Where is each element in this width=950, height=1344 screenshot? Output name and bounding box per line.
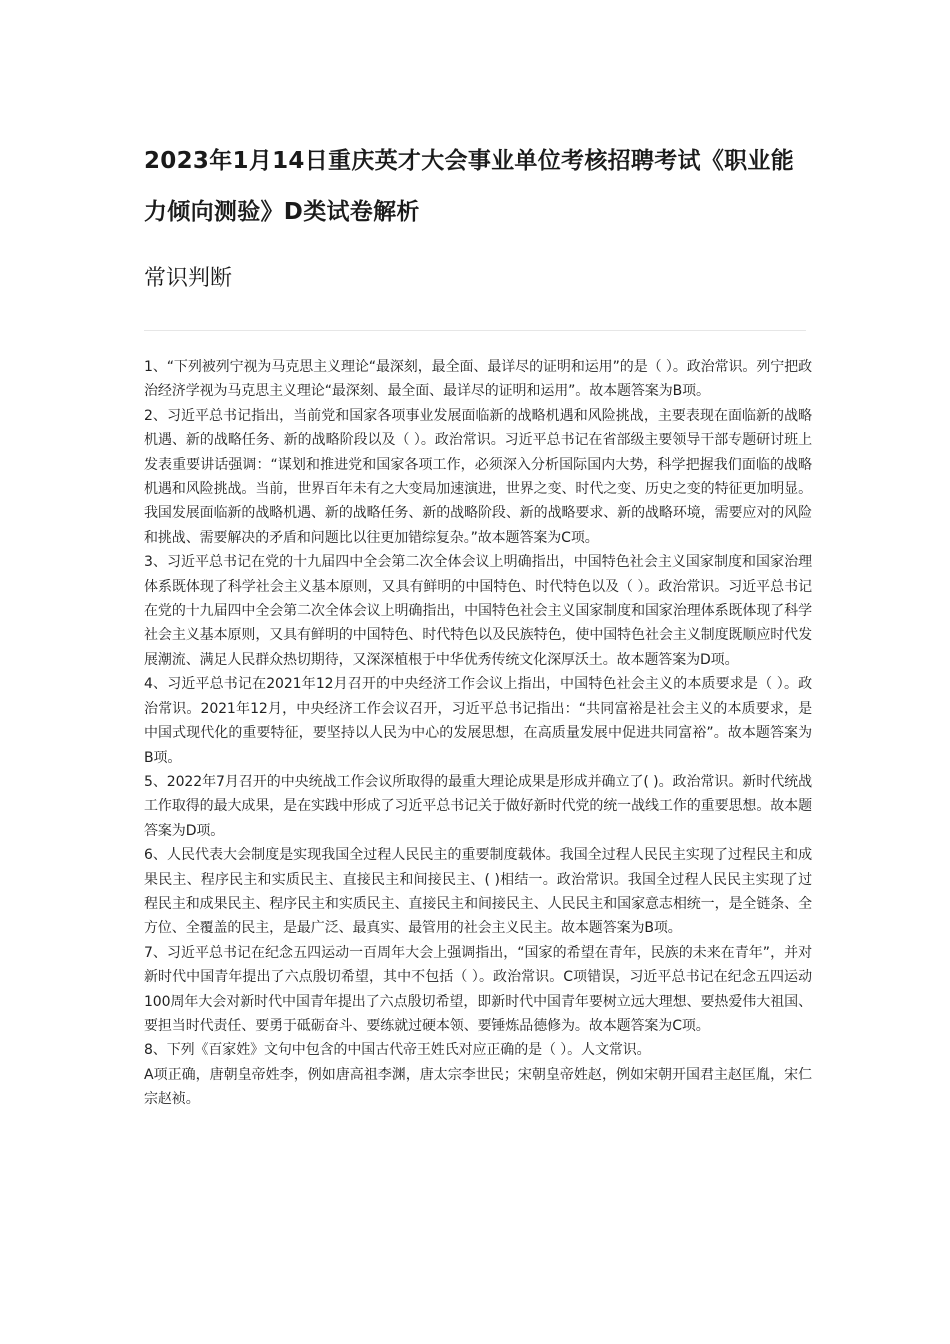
question-paragraph-6: 6、人民代表大会制度是实现我国全过程人民民主的重要制度载体。我国全过程人民民主实现了过程民主和成果民主、程序民主和实质民主、直接民主和间接民主、( )相结一。政治常识。我国全过程人民民主实现了过程民主和成果民主、程序民主和实质民主、直接民主和间接民主、人民民主和国家意志相统一，是全链条、全方位、全覆盖的民主，是最广泛、最真实、最管用的社会主义民主。故本题答案为B项。 [144, 847, 812, 937]
document-title: 2023年1月14日重庆英才大会事业单位考核招聘考试《职业能力倾向测验》D类试卷解析 [144, 148, 795, 225]
document-body [144, 355, 812, 1112]
question-paragraph-4: 4、习近平总书记在2021年12月召开的中央经济工作会议上指出，中国特色社会主义的本质要求是（ ）。政治常识。2021年12月，中央经济工作会议召开，习近平总书记指出：“共同富裕是社会主义的本质要求，是中国式现代化的重要特征，要坚持以人民为中心的发展思想，在高质量发展中促进共同富裕”。故本题答案为B项。 [144, 676, 812, 766]
question-paragraph-1: 1、“下列被列宁视为马克思主义理论“最深刻，最全面、最详尽的证明和运用”的是（ ）。政治常识。列宁把政治经济学视为马克思主义理论“最深刻、最全面、最详尽的证明和运用”。故本题答案为B项。 [144, 359, 812, 400]
section-title: 常识判断 [144, 266, 233, 291]
question-paragraph-2: 2、习近平总书记指出，当前党和国家各项事业发展面临新的战略机遇和风险挑战，主要表现在面临新的战略机遇、新的战略任务、新的战略阶段以及（ ）。政治常识。习近平总书记在省部级主要领导干部专题研讨班上发表重要讲话强调：“谋划和推进党和国家各项工作，必须深入分析国际国内大势，科学把握我们面临的战略机遇和风险挑战。当前，世界百年未有之大变局加速演进，世界之变、时代之变、历史之变的特征更加明显。我国发展面临新的战略机遇、新的战略任务、新的战略阶段、新的战略要求、新的战略环境，需要应对的风险和挑战、需要解决的矛盾和问题比以往更加错综复杂。”故本题答案为C项。 [144, 407, 812, 546]
question-paragraph-7: 7、习近平总书记在纪念五四运动一百周年大会上强调指出，“国家的希望在青年，民族的未来在青年”，并对新时代中国青年提出了六点殷切希望，其中不包括（ ）。政治常识。C项错误，习近平总书记在纪念五四运动100周年大会对新时代中国青年提出了六点殷切希望，即新时代中国青年要树立远大理想、要热爱伟大祖国、要担当时代责任、要勇于砥砺奋斗、要练就过硬本领、要锤炼品德修为。故本题答案为C项。 [144, 944, 812, 1034]
question-paragraph-5: 5、2022年7月召开的中央统战工作会议所取得的最重大理论成果是形成并确立了( )。政治常识。新时代统战工作取得的最大成果，是在实践中形成了习近平总书记关于做好新时代党的统一战线工作的重要思想。故本题答案为D项。 [144, 773, 812, 839]
answer-paragraph-8a: A项正确，唐朝皇帝姓李，例如唐高祖李渊，唐太宗李世民；宋朝皇帝姓赵，例如宋朝开国君主赵匡胤，宋仁宗赵祯。 [144, 1066, 812, 1108]
question-paragraph-8: 8、下列《百家姓》文句中包含的中国古代帝王姓氏对应正确的是（ ）。人文常识。 [144, 1042, 651, 1059]
question-paragraph-3: 3、习近平总书记在党的十九届四中全会第二次全体会议上明确指出，中国特色社会主义国家制度和国家治理体系既体现了科学社会主义基本原则，又具有鲜明的中国特色、时代特色以及（ ）。政治常识。习近平总书记在党的十九届四中全会第二次全体会议上明确指出，中国特色社会主义国家制度和国家治理体系既体现了科学社会主义基本原则，又具有鲜明的中国特色、时代特色以及民族特色，使中国特色社会主义制度既顺应时代发展潮流、满足人民群众热切期待，又深深植根于中华优秀传统文化深厚沃土。故本题答案为D项。 [144, 554, 812, 668]
section-divider [144, 330, 806, 331]
